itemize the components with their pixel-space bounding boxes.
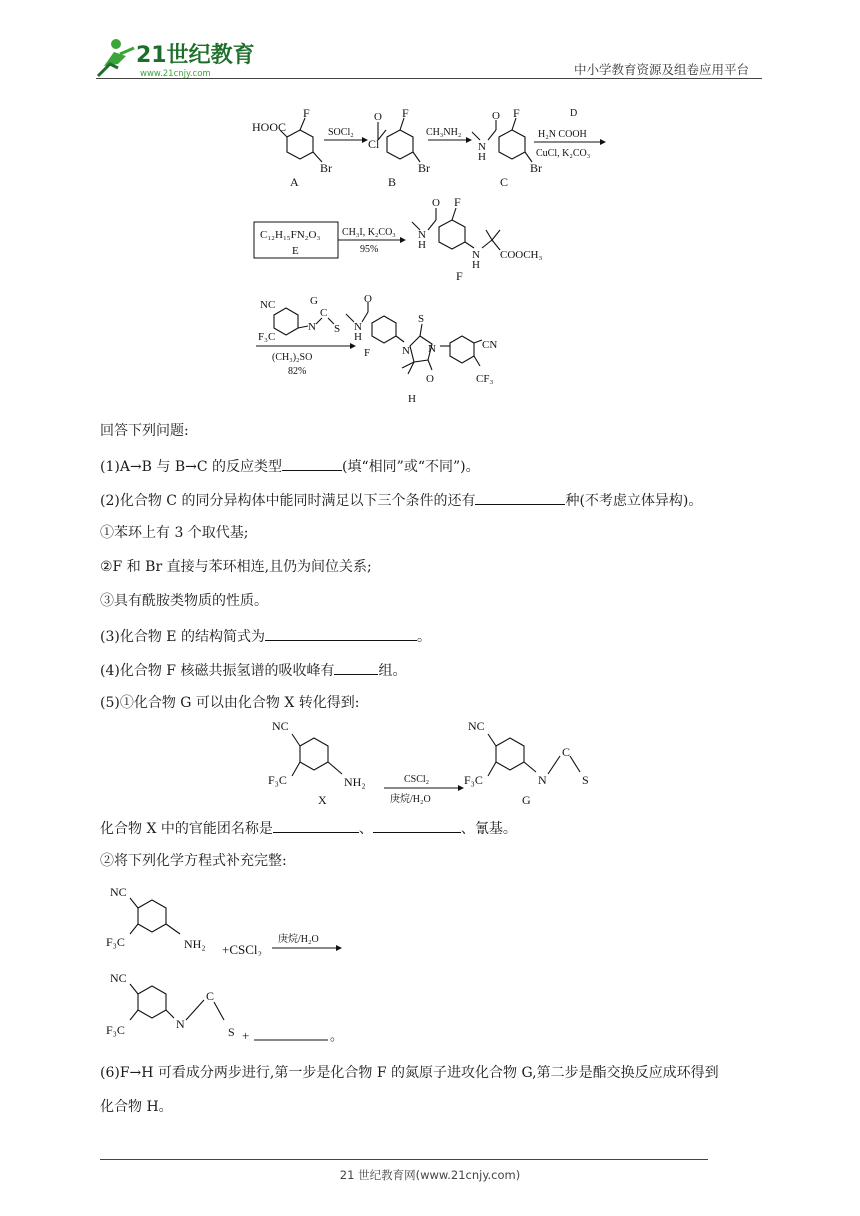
compound-G-label: G <box>522 793 531 807</box>
nitrogen-label: N <box>402 345 410 357</box>
hydrogen-label: H <box>418 239 426 251</box>
cf3-label: F₃C <box>258 331 276 343</box>
logo-url: www.21cnjy.com <box>140 69 211 79</box>
cyano-label: NC <box>468 719 485 733</box>
reagent-cscl2: CSCl₂ <box>404 774 430 785</box>
cyano-label: NC <box>110 885 127 899</box>
reagent-heptane-water: 庚烷/H₂O <box>278 934 319 945</box>
compound-G-structure <box>258 295 340 343</box>
hydrogen-label: H <box>472 259 480 271</box>
chloro-label: Cl <box>368 137 380 151</box>
compound-H-structure <box>346 293 497 405</box>
answer-blank-4[interactable] <box>334 660 378 675</box>
cscl2-reactant: +CSCl₂ <box>222 942 263 956</box>
answer-blank-1[interactable] <box>282 456 342 471</box>
question-4-text: (4)化合物 F 核磁共振氢谱的吸收峰有 <box>100 663 335 679</box>
period: 。 <box>330 1028 344 1043</box>
reagent-D-structure: H₂N COOH <box>538 129 587 140</box>
nitrogen-label: N <box>538 773 547 787</box>
yield-95: 95% <box>360 244 379 255</box>
reaction-scheme-3 <box>250 290 530 408</box>
footer-text: 21 世纪教育网(www.21cnjy.com) <box>339 1168 521 1182</box>
sulfur-label: S <box>582 773 589 787</box>
bromo-label: Br <box>530 161 542 175</box>
carbon-label: C <box>206 989 215 1003</box>
carbon-label: C <box>320 307 328 319</box>
plus-sign: + <box>242 1028 250 1043</box>
question-3-text: (3)化合物 E 的结构简式为 <box>100 629 265 645</box>
cf3-label: CF₃ <box>476 373 494 385</box>
condition-2: ②F 和 Br 直接与苯环相连,且仍为间位关系; <box>100 559 372 575</box>
oxygen-label: O <box>426 373 434 385</box>
cyano-label: NC <box>260 299 276 311</box>
bromo-label: Br <box>418 161 430 175</box>
cf3-label: F₃C <box>268 773 287 787</box>
footer-divider <box>100 1159 708 1160</box>
question-5-groups-text: 化合物 X 中的官能团名称是 <box>100 821 273 837</box>
equation-reactants <box>100 876 350 956</box>
nitrogen-label: N <box>472 249 480 261</box>
question-5-groups <box>100 818 517 838</box>
condition-1: ①苯环上有 3 个取代基; <box>100 525 249 541</box>
oxygen-label: O <box>374 111 382 123</box>
cooh-label: HOOC <box>252 120 287 134</box>
separator: 、 <box>358 821 373 837</box>
answer-blank-5b[interactable] <box>373 818 461 833</box>
nitrogen-label: N <box>308 321 316 333</box>
sulfur-label: S <box>228 1025 235 1039</box>
reaction-scheme-2 <box>250 192 560 284</box>
compound-X-label: X <box>318 793 327 807</box>
yield-82: 82% <box>288 366 307 377</box>
question-1-text: (1)A→B 与 B→C 的反应类型 <box>100 459 283 475</box>
question-2-text: (2)化合物 C 的同分异构体中能同时满足以下三个条件的还有 <box>100 493 476 509</box>
answer-blank-3[interactable] <box>265 626 417 641</box>
nitrogen-label: N <box>428 343 436 355</box>
nitrogen-label: N <box>418 229 426 241</box>
question-4-tail: 组。 <box>378 663 407 679</box>
question-2-tail: 种(不考虑立体异构)。 <box>565 493 703 509</box>
compound-H-label: H <box>408 393 416 405</box>
amino-label: NH₂ <box>344 775 366 789</box>
nitrogen-label: N <box>176 1017 185 1031</box>
question-6-line-1: (6)F→H 可看成分两步进行,第一步是化合物 F 的氮原子进攻化合物 G,第二步是酯交换反应成环得到 <box>100 1065 719 1081</box>
site-logo <box>96 36 266 80</box>
condition-3: ③具有酰胺类物质的性质。 <box>100 593 268 609</box>
logo-text: 21世纪教育 <box>136 43 255 68</box>
oxygen-label: O <box>364 293 372 305</box>
cf3-label: F₃C <box>464 773 483 787</box>
question-3 <box>100 626 431 646</box>
question-5-part-2: ②将下列化学方程式补充完整: <box>100 853 287 869</box>
reagent-heptane-water: 庚烷/H₂O <box>390 794 431 805</box>
fluoro-label: F <box>513 106 520 120</box>
fluoro-label: F <box>402 106 409 120</box>
question-2 <box>100 490 702 510</box>
cf3-label: F₃C <box>106 1023 125 1037</box>
compound-X-structure <box>268 719 366 807</box>
hydrogen-label: H <box>478 151 486 163</box>
cf3-label: F₃C <box>106 935 125 949</box>
compound-B-label: B <box>388 175 397 189</box>
hydrogen-label: H <box>354 331 362 343</box>
amino-label: NH₂ <box>184 937 206 951</box>
fluoro-label: F <box>303 106 310 120</box>
header-divider <box>96 78 762 79</box>
cyano-label: NC <box>110 971 127 985</box>
equation-products <box>100 962 380 1046</box>
compound-F-structure <box>412 195 543 283</box>
reagent-ch3nh2: CH₃NH₂ <box>426 127 462 138</box>
question-intro: 回答下列问题: <box>100 423 189 439</box>
compound-G-label: G <box>310 295 318 307</box>
compound-B-structure <box>368 106 430 189</box>
compound-C-label: C <box>500 175 509 189</box>
oxygen-label: O <box>492 110 500 122</box>
sulfur-label: S <box>334 323 341 335</box>
compound-A-label: A <box>290 175 299 189</box>
site-title: 中小学教育资源及组卷应用平台 <box>574 62 750 77</box>
reaction-scheme-1 <box>250 100 610 192</box>
compound-F-label: F <box>456 269 463 283</box>
question-5-groups-tail: 、氰基。 <box>460 821 517 837</box>
question-5-intro: (5)①化合物 G 可以由化合物 X 转化得到: <box>100 695 360 711</box>
question-6-line-2: 化合物 H。 <box>100 1099 173 1115</box>
reagent-cucl: CuCl, K₂CO₃ <box>536 148 591 159</box>
compound-G-structure <box>464 719 589 807</box>
compound-D-label: D <box>570 108 578 119</box>
ester-group: COOCH₃ <box>500 249 543 261</box>
compound-E-label: E <box>292 245 299 257</box>
question-4 <box>100 660 406 680</box>
answer-blank-5a[interactable] <box>273 818 359 833</box>
compound-E-formula: C₁₂H₁₅FN₂O₃ <box>260 229 321 241</box>
nitrogen-label: N <box>354 321 362 333</box>
compound-A-structure <box>252 106 332 189</box>
bromo-label: Br <box>320 161 332 175</box>
answer-blank-2[interactable] <box>475 490 565 505</box>
reagent-ch3i: CH₃I, K₂CO₃ <box>342 227 396 238</box>
sulfur-label: S <box>418 313 425 325</box>
fluoro-label: F <box>454 195 461 209</box>
oxygen-label: O <box>432 197 440 209</box>
reagent-socl2: SOCl₂ <box>328 127 354 138</box>
fluoro-label: F <box>364 347 371 359</box>
question-1-hint: (填“相同”或“不同”)。 <box>342 459 480 475</box>
cyano-label: NC <box>272 719 289 733</box>
question-3-end: 。 <box>416 629 431 645</box>
nitrogen-label: N <box>478 141 486 153</box>
cyano-label: CN <box>482 339 498 351</box>
compound-C-structure <box>472 106 542 189</box>
runner-icon <box>98 39 134 76</box>
reagent-dmso: (CH₃)₂SO <box>272 352 313 363</box>
question-1 <box>100 456 480 476</box>
carbon-label: C <box>562 745 571 759</box>
reaction-scheme-x-to-g <box>266 716 606 810</box>
